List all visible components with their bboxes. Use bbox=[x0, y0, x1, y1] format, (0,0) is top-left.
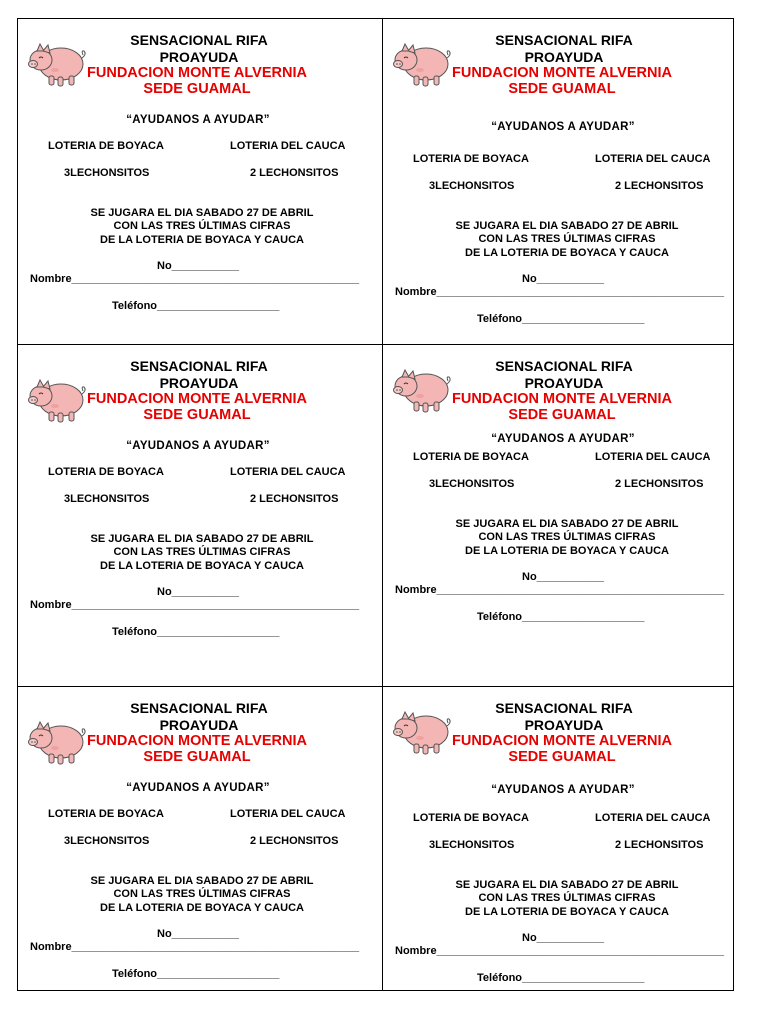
phone-field[interactable]: Teléfono____________________ bbox=[112, 968, 280, 980]
pig-icon bbox=[390, 34, 452, 90]
prize-cauca: 2 LECHONSITOS bbox=[615, 478, 704, 490]
foundation-branch: SEDE GUAMAL bbox=[143, 81, 251, 97]
lottery-cauca: LOTERIA DEL CAUCA bbox=[230, 140, 346, 152]
raffle-subtitle: PROAYUDA bbox=[159, 717, 239, 733]
pig-icon bbox=[25, 712, 87, 768]
prize-boyaca: 3LECHONSITOS bbox=[64, 493, 150, 505]
draw-info-line3: DE LA LOTERIA DE BOYACA Y CAUCA bbox=[100, 234, 304, 246]
phone-field[interactable]: Teléfono____________________ bbox=[112, 300, 280, 312]
lottery-boyaca: LOTERIA DE BOYACA bbox=[413, 812, 529, 824]
row-divider bbox=[18, 344, 733, 345]
lottery-boyaca: LOTERIA DE BOYACA bbox=[48, 140, 164, 152]
draw-info-line2: CON LAS TRES ÚLTIMAS CIFRAS bbox=[113, 546, 291, 558]
foundation-name: FUNDACION MONTE ALVERNIA bbox=[87, 733, 307, 749]
slogan: “AYUDANOS A AYUDAR” bbox=[126, 782, 270, 794]
prize-boyaca: 3LECHONSITOS bbox=[64, 167, 150, 179]
lottery-cauca: LOTERIA DEL CAUCA bbox=[230, 466, 346, 478]
slogan: “AYUDANOS A AYUDAR” bbox=[126, 114, 270, 126]
lottery-cauca: LOTERIA DEL CAUCA bbox=[595, 451, 711, 463]
raffle-title: SENSACIONAL RIFA bbox=[495, 32, 633, 48]
name-field[interactable]: Nombre_______________________________________________ bbox=[395, 945, 725, 957]
name-field[interactable]: Nombre_______________________________________________ bbox=[395, 584, 725, 596]
raffle-subtitle: PROAYUDA bbox=[524, 717, 604, 733]
draw-info-line1: SE JUGARA EL DIA SABADO 27 DE ABRIL bbox=[455, 518, 679, 530]
prize-boyaca: 3LECHONSITOS bbox=[429, 180, 515, 192]
draw-info-line1: SE JUGARA EL DIA SABADO 27 DE ABRIL bbox=[90, 207, 314, 219]
prize-cauca: 2 LECHONSITOS bbox=[250, 167, 339, 179]
raffle-subtitle: PROAYUDA bbox=[159, 375, 239, 391]
pig-icon bbox=[25, 34, 87, 90]
raffle-subtitle: PROAYUDA bbox=[159, 49, 239, 65]
draw-info-line1: SE JUGARA EL DIA SABADO 27 DE ABRIL bbox=[90, 875, 314, 887]
lottery-cauca: LOTERIA DEL CAUCA bbox=[230, 808, 346, 820]
raffle-title: SENSACIONAL RIFA bbox=[130, 700, 268, 716]
pig-icon bbox=[25, 370, 87, 426]
number-field[interactable]: No___________ bbox=[522, 932, 604, 944]
column-divider bbox=[382, 19, 383, 990]
draw-info-line1: SE JUGARA EL DIA SABADO 27 DE ABRIL bbox=[90, 533, 314, 545]
lottery-cauca: LOTERIA DEL CAUCA bbox=[595, 812, 711, 824]
foundation-branch: SEDE GUAMAL bbox=[143, 749, 251, 765]
foundation-name: FUNDACION MONTE ALVERNIA bbox=[452, 65, 672, 81]
foundation-branch: SEDE GUAMAL bbox=[143, 407, 251, 423]
prize-cauca: 2 LECHONSITOS bbox=[615, 839, 704, 851]
draw-info-line2: CON LAS TRES ÚLTIMAS CIFRAS bbox=[478, 531, 656, 543]
draw-info-line3: DE LA LOTERIA DE BOYACA Y CAUCA bbox=[465, 545, 669, 557]
lottery-cauca: LOTERIA DEL CAUCA bbox=[595, 153, 711, 165]
foundation-name: FUNDACION MONTE ALVERNIA bbox=[452, 391, 672, 407]
draw-info-line1: SE JUGARA EL DIA SABADO 27 DE ABRIL bbox=[455, 879, 679, 891]
slogan: “AYUDANOS A AYUDAR” bbox=[491, 784, 635, 796]
slogan: “AYUDANOS A AYUDAR” bbox=[491, 120, 635, 133]
pig-icon bbox=[390, 702, 452, 758]
pig-icon bbox=[390, 360, 452, 416]
lottery-boyaca: LOTERIA DE BOYACA bbox=[48, 466, 164, 478]
prize-cauca: 2 LECHONSITOS bbox=[615, 180, 704, 192]
number-field[interactable]: No___________ bbox=[157, 586, 239, 598]
name-field[interactable]: Nombre_______________________________________________ bbox=[30, 941, 360, 953]
foundation-branch: SEDE GUAMAL bbox=[508, 407, 616, 423]
foundation-name: FUNDACION MONTE ALVERNIA bbox=[87, 65, 307, 81]
row-divider bbox=[18, 686, 733, 687]
slogan: “AYUDANOS A AYUDAR” bbox=[126, 440, 270, 452]
foundation-branch: SEDE GUAMAL bbox=[508, 81, 616, 97]
draw-info-line3: DE LA LOTERIA DE BOYACA Y CAUCA bbox=[465, 906, 669, 918]
foundation-branch: SEDE GUAMAL bbox=[508, 749, 616, 765]
number-field[interactable]: No___________ bbox=[522, 273, 604, 285]
number-field[interactable]: No___________ bbox=[157, 928, 239, 940]
prize-boyaca: 3LECHONSITOS bbox=[429, 839, 515, 851]
phone-field[interactable]: Teléfono____________________ bbox=[477, 313, 645, 325]
name-field[interactable]: Nombre_______________________________________________ bbox=[30, 599, 360, 611]
draw-info-line2: CON LAS TRES ÚLTIMAS CIFRAS bbox=[478, 233, 656, 245]
raffle-title: SENSACIONAL RIFA bbox=[130, 358, 268, 374]
raffle-title: SENSACIONAL RIFA bbox=[495, 358, 633, 374]
name-field[interactable]: Nombre_______________________________________________ bbox=[395, 286, 725, 298]
draw-info-line2: CON LAS TRES ÚLTIMAS CIFRAS bbox=[113, 888, 291, 900]
raffle-subtitle: PROAYUDA bbox=[524, 49, 604, 65]
draw-info-line2: CON LAS TRES ÚLTIMAS CIFRAS bbox=[478, 892, 656, 904]
number-field[interactable]: No___________ bbox=[157, 260, 239, 272]
prize-boyaca: 3LECHONSITOS bbox=[64, 835, 150, 847]
prize-boyaca: 3LECHONSITOS bbox=[429, 478, 515, 490]
name-field[interactable]: Nombre_______________________________________________ bbox=[30, 273, 360, 285]
phone-field[interactable]: Teléfono____________________ bbox=[477, 611, 645, 623]
prize-cauca: 2 LECHONSITOS bbox=[250, 493, 339, 505]
number-field[interactable]: No___________ bbox=[522, 571, 604, 583]
slogan: “AYUDANOS A AYUDAR” bbox=[491, 432, 635, 445]
lottery-boyaca: LOTERIA DE BOYACA bbox=[48, 808, 164, 820]
raffle-title: SENSACIONAL RIFA bbox=[130, 32, 268, 48]
draw-info-line3: DE LA LOTERIA DE BOYACA Y CAUCA bbox=[100, 560, 304, 572]
draw-info-line2: CON LAS TRES ÚLTIMAS CIFRAS bbox=[113, 220, 291, 232]
draw-info-line3: DE LA LOTERIA DE BOYACA Y CAUCA bbox=[100, 902, 304, 914]
raffle-subtitle: PROAYUDA bbox=[524, 375, 604, 391]
foundation-name: FUNDACION MONTE ALVERNIA bbox=[87, 391, 307, 407]
raffle-title: SENSACIONAL RIFA bbox=[495, 700, 633, 716]
draw-info-line3: DE LA LOTERIA DE BOYACA Y CAUCA bbox=[465, 247, 669, 259]
draw-info-line1: SE JUGARA EL DIA SABADO 27 DE ABRIL bbox=[455, 220, 679, 232]
prize-cauca: 2 LECHONSITOS bbox=[250, 835, 339, 847]
foundation-name: FUNDACION MONTE ALVERNIA bbox=[452, 733, 672, 749]
lottery-boyaca: LOTERIA DE BOYACA bbox=[413, 153, 529, 165]
phone-field[interactable]: Teléfono____________________ bbox=[112, 626, 280, 638]
phone-field[interactable]: Teléfono____________________ bbox=[477, 972, 645, 984]
lottery-boyaca: LOTERIA DE BOYACA bbox=[413, 451, 529, 463]
